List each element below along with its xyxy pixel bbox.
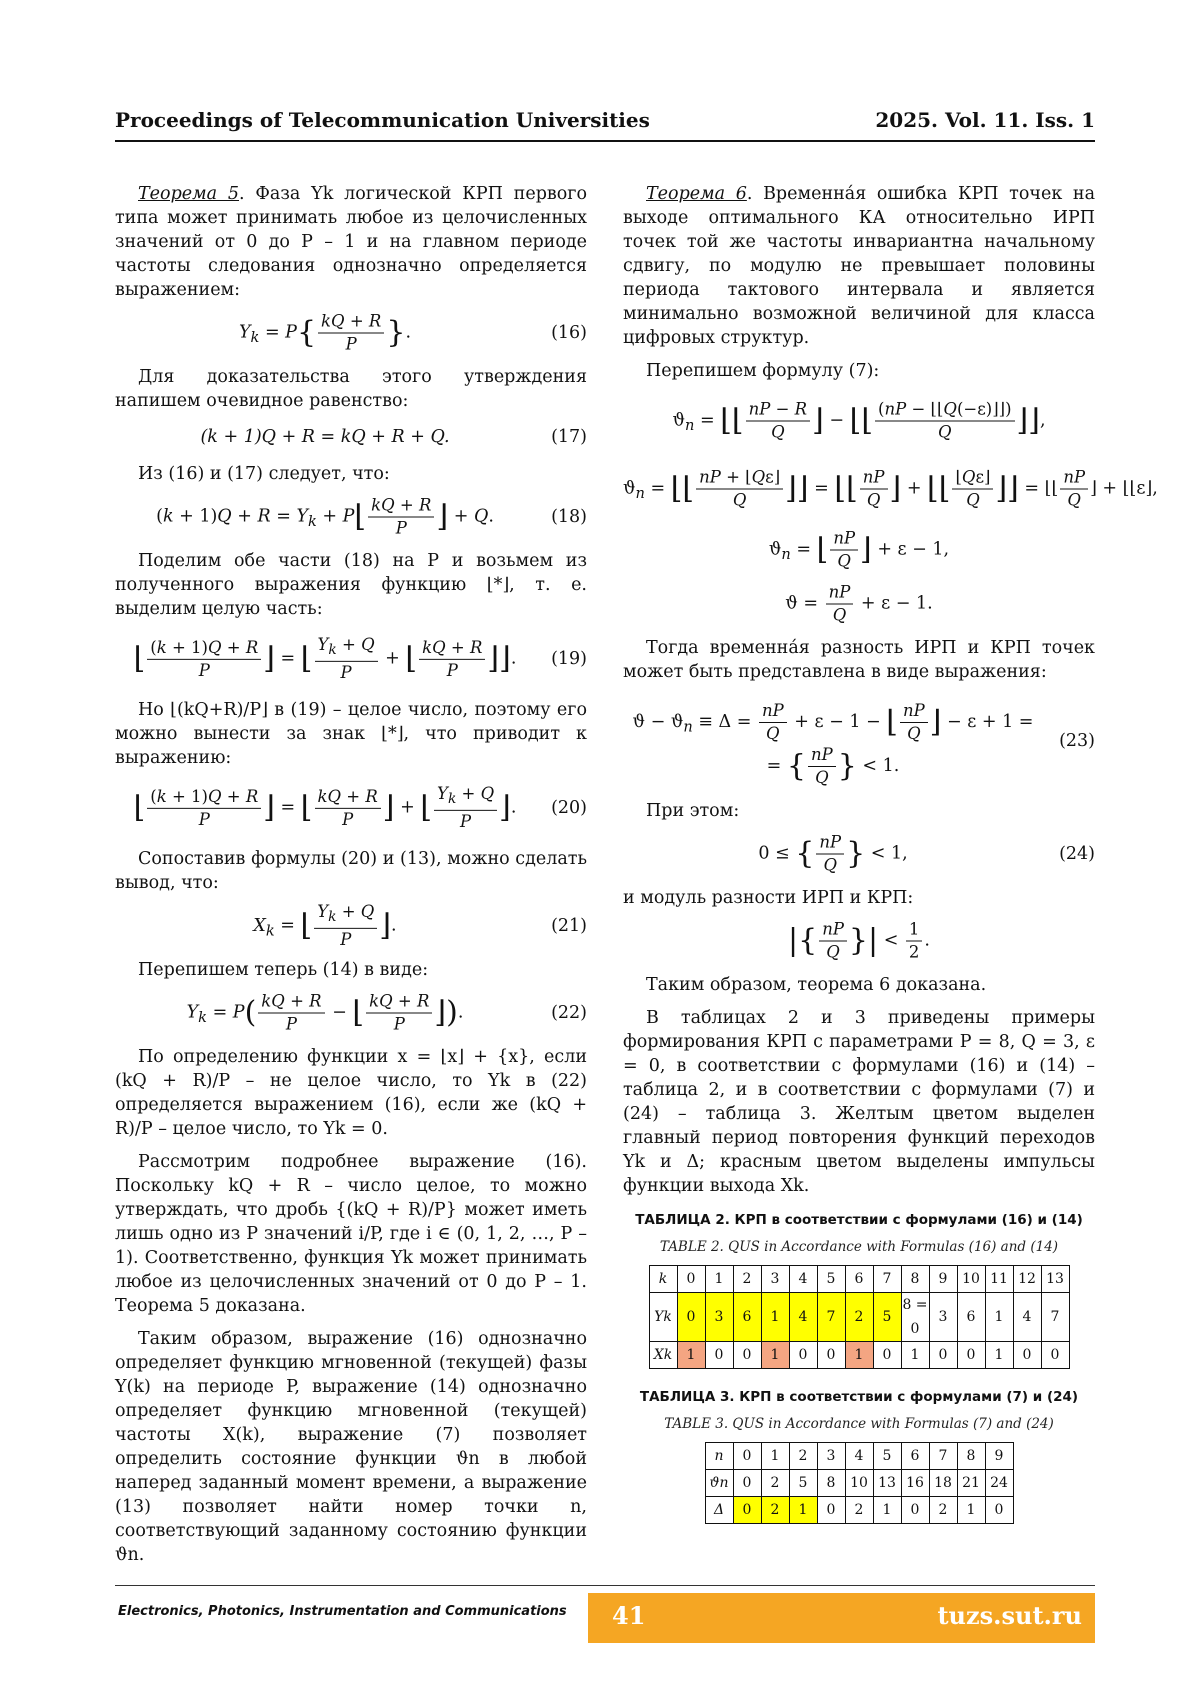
table-cell: 0 <box>1013 1342 1041 1369</box>
table-cell: 8 <box>957 1443 985 1470</box>
paragraph: Таким образом, выражение (16) однозначно определяет функцию мгновенной (текущей) фазы Y(k) на периоде P, выражение (14) однозначно определяет функцию мгновенной (текущей) частоты X(k), выражение (7) позволяет определить состояние функции ϑn в любой наперед заданный момент времени, а выражение (13) позволяет найти номер точки n, соответствующий заданному состоянию функции ϑn. <box>115 1329 587 1565</box>
table-cell: 6 <box>957 1293 985 1342</box>
table-cell: 3 <box>817 1443 845 1470</box>
table-cell: 0 <box>789 1342 817 1369</box>
row-header: Xk <box>649 1342 677 1369</box>
table-cell: 4 <box>845 1443 873 1470</box>
eq-number: (23) <box>1059 731 1095 751</box>
table-cell: 13 <box>1041 1266 1069 1293</box>
equation-theta-1: $ϑ_n$ = ⌊⌊ $\frac{nP - R}{Q}$ ⌋ − ⌊⌊ $\frac{(nP - ⌊⌊Q(-\varepsilon)⌋⌋)}{Q}$ ⌋⌋, <box>672 399 1046 442</box>
table-cell: 6 <box>733 1293 761 1342</box>
table-cell: 9 <box>929 1266 957 1293</box>
equation-23: $ϑ - ϑ_n \equiv \Delta$ = $\frac{nP}{Q}$ + ε − 1 − ⌊ $\frac{nP}{Q}$ ⌋ − ε + 1 = = { $\frac{nP}{Q}$ } < 1. (23) <box>632 701 1095 787</box>
table-cell: 16 <box>901 1470 929 1497</box>
table2 <box>649 1265 1070 1369</box>
equation-24: 0 ≤ { $\frac{nP}{Q}$ } < 1, (24) <box>758 832 1095 875</box>
equation-20: ⌊ $\frac{(k + 1)Q + R}{P}$ ⌋ = ⌊ $\frac{kQ + R}{P}$ ⌋ + ⌊ $\frac{Y_k + Q}{P}$ ⌋. (20) <box>133 783 587 832</box>
table-cell: 0 <box>985 1497 1013 1524</box>
table-cell: 0 <box>677 1266 705 1293</box>
left-column <box>115 182 587 1576</box>
table-cell: 0 <box>733 1470 761 1497</box>
table2-subcaption: TABLE 2. QUS in Accordance with Formulas (16) and (14) <box>659 1239 1059 1255</box>
table-cell: 0 <box>733 1443 761 1470</box>
table3-subcaption: TABLE 3. QUS in Accordance with Formulas (7) and (24) <box>664 1416 1054 1432</box>
table-cell: 0 <box>705 1342 733 1369</box>
table-cell: 7 <box>817 1293 845 1342</box>
paragraph: Перепишем формулу (7): <box>646 361 880 381</box>
table-cell: 1 <box>957 1497 985 1524</box>
eq-number: (24) <box>1059 844 1095 864</box>
table-cell: 2 <box>761 1497 789 1524</box>
eq-number: (19) <box>551 649 587 669</box>
table-cell: 0 <box>873 1342 901 1369</box>
table-cell: 21 <box>957 1470 985 1497</box>
paragraph: Из (16) и (17) следует, что: <box>138 464 390 484</box>
eq-number: (18) <box>551 507 587 527</box>
footer-journal: Electronics, Photonics, Instrumentation and Communications <box>118 1604 567 1619</box>
eq-number: (22) <box>551 1003 587 1023</box>
table-cell: 10 <box>845 1470 873 1497</box>
table-row <box>649 1266 1069 1293</box>
eq-number: (16) <box>551 323 587 343</box>
paragraph: Для доказательства этого утверждения напишем очевидное равенство: <box>115 367 587 411</box>
equation-16: $Y_k = P${ $\frac{kQ + R}{P}$ }. (16) <box>238 311 587 354</box>
right-column <box>623 182 1158 1524</box>
table-cell: 10 <box>957 1266 985 1293</box>
theorem-6-label: Теорема 6 <box>646 184 747 204</box>
table-cell: 0 <box>929 1342 957 1369</box>
table-cell: 2 <box>845 1497 873 1524</box>
table-cell: 4 <box>1013 1293 1041 1342</box>
equation-theta-3: $ϑ_n$ = ⌊ $\frac{nP}{Q}$ ⌋ + ε − 1, <box>768 528 950 571</box>
table-cell: 1 <box>761 1293 789 1342</box>
paragraph: Рассмотрим подробнее выражение (16). Поскольку kQ + R – число целое, то можно утверждать, что дробь {(kQ + R)/P} может иметь лишь одно из P значений i/P, где i ∈ (0, 1, 2, …, P – 1). Соответственно, функция Yk может принимать любое из целочисленных значений от 0 до P – 1. Теорема 5 доказана. <box>115 1152 587 1316</box>
footer-site: tuzs.sut.ru <box>937 1601 1082 1630</box>
table-cell: 7 <box>873 1266 901 1293</box>
page-number: 41 <box>612 1601 646 1630</box>
paragraph: Перепишем теперь (14) в виде: <box>138 960 429 980</box>
table-cell: 13 <box>873 1470 901 1497</box>
table3-caption: ТАБЛИЦА 3. КРП в соответствии с формулами (7) и (24) <box>639 1389 1079 1405</box>
table-cell: 4 <box>789 1293 817 1342</box>
equation-theta-2: $ϑ_n$ = ⌊⌊ $\frac{nP + ⌊Q\varepsilon⌋}{Q}$ ⌋⌋ = ⌊⌊ $\frac{nP}{Q}$ ⌋ + ⌊⌊ $\frac{⌊Q\varepsilon⌋}{Q}$ ⌋⌋ = ⌊⌊ $\frac{nP}{Q}$ ⌋ + ⌊⌊ε⌋, <box>623 467 1158 510</box>
equation-theta-4: ϑ = $\frac{nP}{Q}$ + ε − 1. <box>785 582 933 625</box>
table-cell: 8 <box>817 1470 845 1497</box>
table-cell: 1 <box>705 1266 733 1293</box>
table2-caption: ТАБЛИЦА 2. КРП в соответствии с формулами (16) и (14) <box>635 1212 1083 1228</box>
row-header: ϑn <box>705 1470 733 1497</box>
paragraph: Поделим обе части (18) на P и возьмем из полученного выражения функцию ⌊*⌋, т. е. выделим целую часть: <box>115 551 587 619</box>
table-cell: 0 <box>733 1342 761 1369</box>
table-row <box>705 1470 1013 1497</box>
theorem-5 <box>115 182 587 302</box>
issue-info: 2025. Vol. 11. Iss. 1 <box>875 108 1095 132</box>
paragraph: Тогда временна́я разность ИРП и КРП точек может быть представлена в виде выражения: <box>623 638 1095 682</box>
table-cell: 2 <box>845 1293 873 1342</box>
table-row <box>649 1293 1069 1342</box>
table-cell: 1 <box>761 1443 789 1470</box>
table-cell: 3 <box>929 1293 957 1342</box>
table-cell: 12 <box>1013 1266 1041 1293</box>
table-cell: 1 <box>873 1497 901 1524</box>
table-row <box>705 1497 1013 1524</box>
equation-17 <box>115 422 587 452</box>
row-header: n <box>705 1443 733 1470</box>
row-header: k <box>649 1266 677 1293</box>
table-cell: 1 <box>761 1342 789 1369</box>
table-cell: 0 <box>677 1293 705 1342</box>
equation-21: $X_k$ = ⌊ $\frac{Y_k + Q}{P}$ ⌋. (21) <box>253 901 587 950</box>
table-cell: 18 <box>929 1470 957 1497</box>
table-cell: 1 <box>677 1342 705 1369</box>
equation-22: $Y_k = P$( $\frac{kQ + R}{P}$ − ⌊ $\frac{kQ + R}{P}$ ⌋). (22) <box>186 991 587 1034</box>
table-cell: 6 <box>845 1266 873 1293</box>
eq-number: (20) <box>551 798 587 818</box>
table-cell: 1 <box>985 1293 1013 1342</box>
eq-number: (21) <box>551 916 587 936</box>
table-cell: 5 <box>789 1470 817 1497</box>
eq-number: (17) <box>551 427 587 447</box>
paragraph: По определению функции x = ⌊x⌋ + {x}, если (kQ + R)/P – не целое число, то Yk в (22) определяется выражением (16), если же (kQ + R)/P – целое число, то Yk = 0. <box>115 1047 587 1139</box>
table-cell: 0 <box>1041 1342 1069 1369</box>
table-cell: 6 <box>901 1443 929 1470</box>
footer-rule <box>115 1585 1095 1586</box>
table-cell: 11 <box>985 1266 1013 1293</box>
table-cell: 2 <box>733 1266 761 1293</box>
table-cell: 3 <box>761 1266 789 1293</box>
paragraph: Таким образом, теорема 6 доказана. <box>646 975 987 995</box>
journal-title: Proceedings of Telecommunication Universities <box>115 108 650 132</box>
paragraph: При этом: <box>646 801 740 821</box>
table-cell: 2 <box>789 1443 817 1470</box>
theorem-6-text: . Временна́я ошибка КРП точек на выходе оптимального КА относительно ИРП точек той же частоты инвариантна начальному сдвигу, по модулю не превышает половины периода тактового интервала и является минимально возможной величиной для класса цифровых структур. <box>623 184 1096 348</box>
table-cell: 8 = 0 <box>901 1293 929 1342</box>
row-header: Yk <box>649 1293 677 1342</box>
paragraph: Но ⌊(kQ+R)/P⌋ в (19) – целое число, поэтому его можно вынести за знак ⌊*⌋, что приводит к выражению: <box>115 700 587 768</box>
table-cell: 0 <box>957 1342 985 1369</box>
table-cell: 8 <box>901 1266 929 1293</box>
page-header <box>115 104 1095 142</box>
table-cell: 0 <box>817 1342 845 1369</box>
paragraph: В таблицах 2 и 3 приведены примеры формирования КРП с параметрами P = 8, Q = 3, ε = 0, в соответствии с формулами (16) и (14) – таблица 2, и в соответствии с формулами (7) и (24) – таблица 3. Желтым цветом выделен главный период повторения функций переходов Yk и Δ; красным цветом выделены импульсы функции выхода Xk. <box>623 1008 1095 1196</box>
theorem-5-label: Теорема 5 <box>138 184 240 204</box>
equation-19: ⌊ $\frac{(k + 1)Q + R}{P}$ ⌋ = ⌊ $\frac{Y_k + Q}{P}$ + ⌊ $\frac{kQ + R}{P}$ ⌋⌋. (19) <box>133 634 587 683</box>
table-row <box>649 1342 1069 1369</box>
equation-18: $(k + 1)Q + R = Y_k$ + P⌊ $\frac{kQ + R}{P}$ ⌋ + Q. (18) <box>156 495 587 538</box>
paragraph: и модуль разности ИРП и КРП: <box>623 888 914 908</box>
table-cell: 5 <box>873 1443 901 1470</box>
table-cell: 5 <box>873 1293 901 1342</box>
paragraph: Сопоставив формулы (20) и (13), можно сделать вывод, что: <box>115 849 587 893</box>
table-cell: 7 <box>929 1443 957 1470</box>
table-cell: 4 <box>789 1266 817 1293</box>
equation-abs: |{ $\frac{nP}{Q}$ }| < $\frac{1}{2}$ . <box>787 919 930 962</box>
table-cell: 0 <box>733 1497 761 1524</box>
table-row <box>705 1443 1013 1470</box>
table-cell: 1 <box>901 1342 929 1369</box>
theorem-5-text: . Фаза Yk логической КРП первого типа может принимать любое из целочисленных значений от 0 до P – 1 и на главном периоде частоты следования однозначно определяется выражением: <box>115 184 587 300</box>
table-cell: 3 <box>705 1293 733 1342</box>
table-cell: 0 <box>817 1497 845 1524</box>
table3 <box>705 1442 1014 1524</box>
table-cell: 2 <box>761 1470 789 1497</box>
table-cell: 9 <box>985 1443 1013 1470</box>
eq-body: (k + 1)Q + R = kQ + R + Q. <box>200 427 450 447</box>
table-cell: 1 <box>985 1342 1013 1369</box>
table-cell: 1 <box>789 1497 817 1524</box>
table-cell: 24 <box>985 1470 1013 1497</box>
table-cell: 0 <box>901 1497 929 1524</box>
theorem-6 <box>623 182 1095 350</box>
table-cell: 2 <box>929 1497 957 1524</box>
row-header: Δ <box>705 1497 733 1524</box>
table-cell: 5 <box>817 1266 845 1293</box>
table-cell: 1 <box>845 1342 873 1369</box>
table-cell: 7 <box>1041 1293 1069 1342</box>
